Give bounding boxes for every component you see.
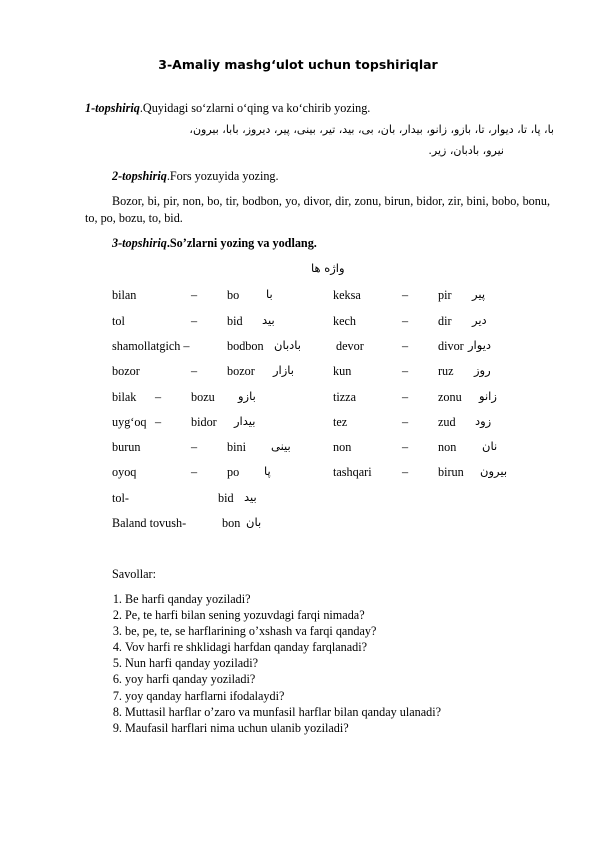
persian-word: پا [264,464,271,478]
persian-word: زود [475,414,492,428]
question-item: 9. Maufasil harflari nima uchun ulanib yoziladi? [125,720,585,736]
uz-word: kech [333,314,357,328]
uz-word: devor [336,339,364,353]
persian-word: با [266,287,273,301]
transliteration: bon [222,516,241,530]
persian-word: دیر [472,313,487,327]
transliteration: bini [227,440,246,454]
vocab-heading: واژه ها [311,261,345,275]
uz-word: tez [333,415,348,429]
task2-line [112,169,279,183]
task2-text: .Fors yozuyida yozing. [166,169,279,183]
dash: – [191,288,198,302]
uz-word: Baland tovush- [112,516,187,530]
transliteration: bo [227,288,240,302]
vocab-row-3 [0,339,596,357]
uz-word: non [333,440,352,454]
persian-word: دیوار [468,338,492,352]
transliteration: ruz [438,364,454,378]
questions-list [108,591,585,736]
transliteration: po [227,465,240,479]
persian-word: روز [474,363,491,377]
task2-label: 2-topshiriq [112,169,167,183]
vocab-row-5 [0,390,596,408]
persian-word: پیر [472,287,486,301]
vocab-row-6 [0,415,596,433]
task3-text: .So’zlarni yozing va yodlang. [166,236,317,250]
uz-word: tol- [112,491,129,505]
vocab-row-1 [0,288,596,306]
transliteration: non [438,440,457,454]
uz-word: uyg‘oq [112,415,147,429]
vocab-row-8 [0,465,596,483]
vocab-row-7 [0,440,596,458]
vocab-row-4 [0,364,596,382]
vocab-row-9 [0,491,596,509]
task1-persian-line1: با، پا، تا، دیوار، تا، بازو، زانو، بیدار، بان، بی، بید، تیر، بینی، پیر، دیروز، بابا، بیرون، [189,123,554,136]
uz-word: tizza [333,390,357,404]
question-item: 6. yoy harfi qanday yoziladi? [125,671,585,687]
persian-word: نان [482,439,498,453]
question-item: 1. Be harfi qanday yoziladi? [125,591,585,607]
transliteration: bozor [227,364,255,378]
uz-word: tashqari [333,465,372,479]
persian-word: بازار [273,363,295,377]
transliteration: bid [218,491,234,505]
persian-word: بید [262,313,275,327]
question-item: 7. yoy qanday harflarni ifodalaydi? [125,688,585,704]
dash: – [191,440,198,454]
transliteration: bozu [191,390,215,404]
persian-word: بازو [238,389,256,403]
transliteration: divor [438,339,464,353]
uz-word: bozor [112,364,140,378]
question-item: 4. Vov harfi re shklidagi harfdan qanday farqlanadi? [125,639,585,655]
dash: – [402,390,409,404]
question-item: 5. Nun harfi qanday yoziladi? [125,655,585,671]
transliteration: bodbon [227,339,264,353]
uz-word: burun [112,440,141,454]
persian-word: بیدار [234,414,256,428]
persian-word: بینی [271,439,291,453]
persian-word: بادبان [274,338,301,352]
uz-word: bilan [112,288,137,302]
task1-label: 1-topshiriq [85,101,140,115]
task1-line [85,101,370,115]
transliteration: birun [438,465,464,479]
task1-persian-line2: نیرو، بادبان، زیر. [428,144,504,157]
transliteration: bidor [191,415,217,429]
dash: – [191,314,198,328]
question-item: 8. Muttasil harflar o’zaro va munfasil harflar bilan qanday ulanadi? [125,704,585,720]
transliteration: dir [438,314,452,328]
question-item: 2. Pe, te harfi bilan sening yozuvdagi farqi nimada? [125,607,585,623]
dash: – [402,364,409,378]
task2-body-text: Bozor, bi, pir, non, bo, tir, bodbon, yo, divor, dir, zonu, birun, bidor, zir, bini, bobo, bonu, to, po, bozu, to, bid. [85,194,550,225]
page-title: 3-Amaliy mashg‘ulot uchun topshiriqlar [158,57,438,72]
dash: – [402,465,409,479]
uz-word: bilak [112,390,137,404]
dash: – [191,364,198,378]
task1-text: .Quyidagi so‘zlarni o‘qing va ko‘chirib yozing. [139,101,371,115]
transliteration: zonu [438,390,462,404]
vocab-row-2 [0,314,596,332]
uz-word: tol [112,314,125,328]
task3-line [112,236,317,250]
savollar-heading: Savollar: [112,567,157,581]
task3-label: 3-topshiriq [112,236,167,250]
vocab-row-10 [0,516,596,534]
dash: – [402,339,409,353]
dash: – [191,465,198,479]
dash: – [402,415,409,429]
uz-word: kun [333,364,352,378]
transliteration: zud [438,415,456,429]
transliteration: bid [227,314,243,328]
dash: – [155,390,162,404]
transliteration: pir [438,288,452,302]
dash: – [155,415,162,429]
uz-word: keksa [333,288,361,302]
uz-word: oyoq [112,465,137,479]
persian-word: بیرون [480,464,508,478]
uz-word: shamollatgich – [112,339,190,353]
dash: – [402,288,409,302]
question-item: 3. be, pe, te, se harflarining o’xshash va farqi qanday? [125,623,585,639]
task2-body [85,193,550,227]
persian-word: بان [246,515,262,529]
dash: – [402,440,409,454]
persian-word: زانو [479,389,497,403]
persian-word: بید [244,490,257,504]
dash: – [402,314,409,328]
